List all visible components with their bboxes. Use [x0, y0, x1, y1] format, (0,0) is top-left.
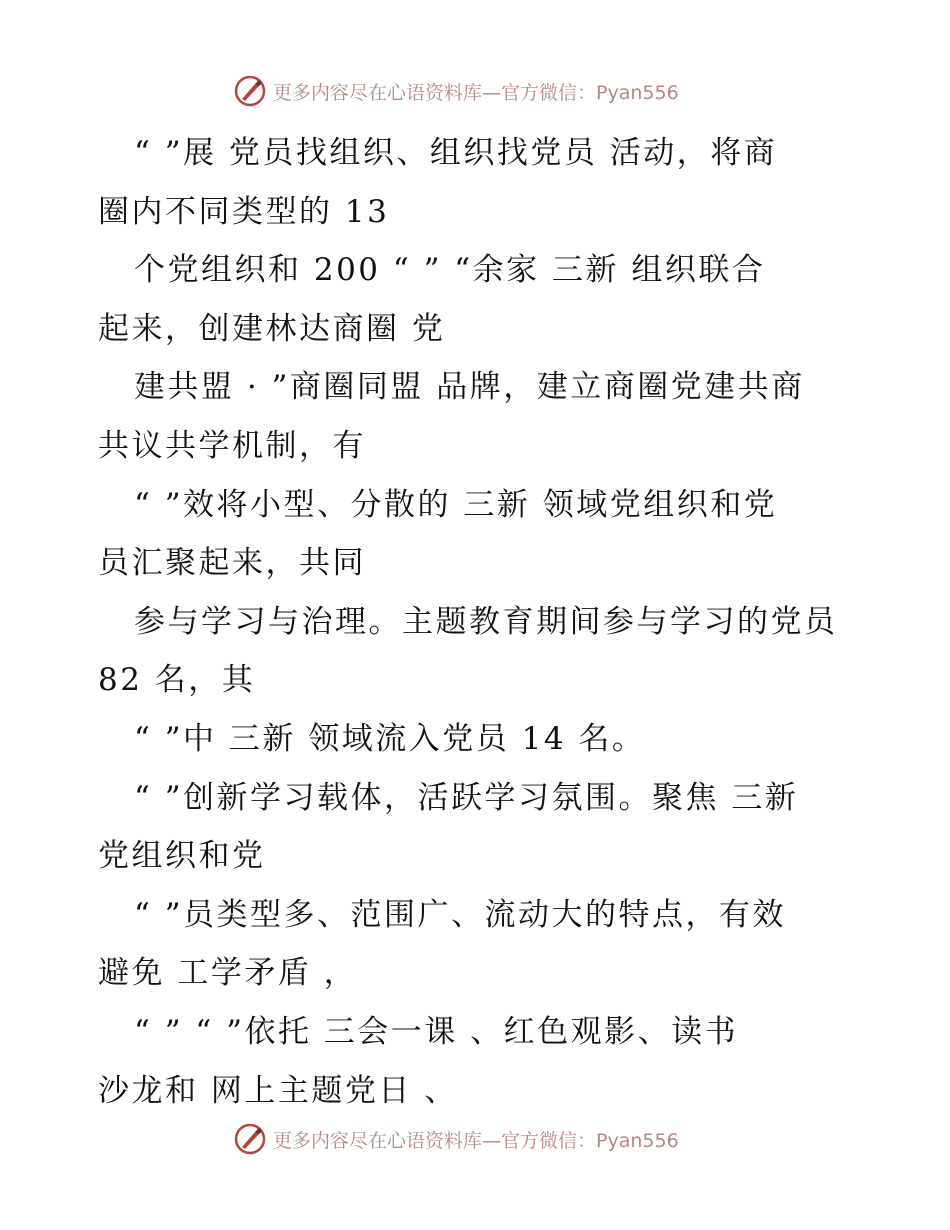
text-line: 党组织和党	[98, 838, 266, 875]
text-line: 共议共学机制，有	[98, 427, 366, 464]
text-line: 建共盟 · ”商圈同盟 品牌，建立商圈党建共商	[134, 369, 805, 406]
pen-logo-icon	[233, 74, 267, 108]
text-line: “ ”员类型多、范围广、流动大的特点，有效	[134, 896, 787, 933]
text-line: “ ” “ ”依托 三会一课 、红色观影、读书	[134, 1013, 739, 1050]
text-line: 起来，创建林达商圈 党	[98, 310, 446, 347]
text-line: “ ”中 三新 领域流入党员 14 名。	[134, 720, 646, 757]
text-line: 避免 工学矛盾 ，	[98, 955, 358, 992]
text-line: 圈内不同类型的 13	[98, 193, 390, 230]
watermark-text: 更多内容尽在心语资料库—官方微信：Pyan556	[273, 1129, 679, 1152]
text-line: 个党组织和 200 “ ” “余家 三新 组织联合	[134, 252, 766, 289]
watermark-banner-bottom	[233, 1119, 679, 1159]
document-body	[98, 124, 848, 1120]
text-line: “ ”效将小型、分散的 三新 领域党组织和党	[134, 486, 778, 523]
watermark-text: 更多内容尽在心语资料库—官方微信：Pyan556	[273, 81, 679, 104]
pen-logo-icon	[233, 1122, 267, 1156]
text-line: 参与学习与治理。主题教育期间参与学习的党员	[134, 603, 838, 640]
watermark-banner-top	[233, 71, 679, 111]
text-line: “ ”展 党员找组织、组织找党员 活动，将商	[134, 135, 778, 171]
text-line: 82 名，其	[98, 662, 256, 699]
text-line: 沙龙和 网上主题党日 、	[98, 1072, 458, 1109]
text-line: “ ”创新学习载体，活跃学习氛围。聚焦 三新	[134, 779, 799, 816]
text-line: 员汇聚起来，共同	[98, 545, 366, 582]
